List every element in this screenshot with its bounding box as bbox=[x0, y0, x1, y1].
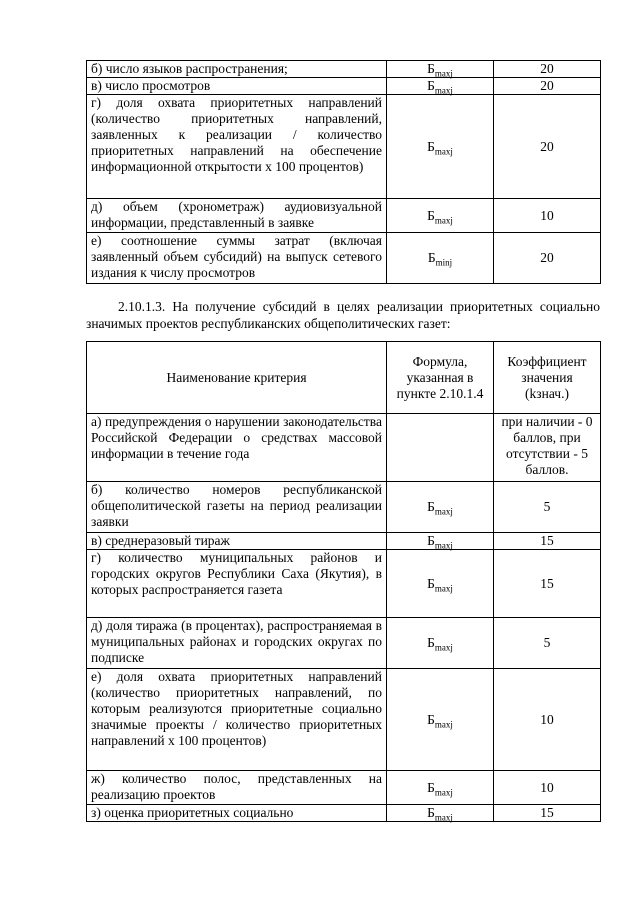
table-row bbox=[87, 233, 601, 284]
formula-cell: $Б_{maxj}$ bbox=[387, 771, 494, 805]
table-row bbox=[87, 669, 601, 771]
criteria-table-newspapers bbox=[86, 341, 601, 822]
value-cell: при наличии - 0 баллов, при отсутствии - 5 баллов. bbox=[494, 414, 601, 482]
table-header-row bbox=[87, 342, 601, 414]
value-cell: 20 bbox=[494, 95, 601, 199]
value-cell: 5 bbox=[494, 618, 601, 669]
formula-cell: $Б_{minj}$ bbox=[387, 233, 494, 284]
table-row bbox=[87, 482, 601, 533]
table-row bbox=[87, 414, 601, 482]
value-cell: 20 bbox=[494, 233, 601, 284]
value-cell: 20 bbox=[494, 78, 601, 95]
formula-cell: $Б_{maxj}$ bbox=[387, 482, 494, 533]
header-formula: Формула, указанная в пункте 2.10.1.4 bbox=[387, 342, 494, 414]
formula-cell: $Б_{maxj}$ bbox=[387, 550, 494, 618]
table-row bbox=[87, 533, 601, 550]
formula-cell bbox=[387, 414, 494, 482]
criterion-cell: д) доля тиража (в процентах), распространяемая в муниципальных районах и городских округах по подписке bbox=[87, 618, 387, 669]
criterion-cell: д) объем (хронометраж) аудиовизуальной информации, представленный в заявке bbox=[87, 199, 387, 233]
criterion-cell: в) число просмотров bbox=[87, 78, 387, 95]
value-cell: 5 bbox=[494, 482, 601, 533]
value-cell: 15 bbox=[494, 550, 601, 618]
table-row bbox=[87, 61, 601, 78]
table-row bbox=[87, 199, 601, 233]
criterion-cell: в) среднеразовый тираж bbox=[87, 533, 387, 550]
section-paragraph: 2.10.1.3. На получение субсидий в целях реализации приоритетных социально значимых проектов республиканских общеполитических газет: bbox=[86, 299, 600, 331]
value-cell: 20 bbox=[494, 61, 601, 78]
criterion-cell: г) количество муниципальных районов и городских округов Республики Саха (Якутия), в которых распространяется газета bbox=[87, 550, 387, 618]
header-coefficient: Коэффициент значения (kзнач.) bbox=[494, 342, 601, 414]
value-cell: 15 bbox=[494, 533, 601, 550]
criteria-table-online bbox=[86, 60, 601, 284]
formula-cell: $Б_{maxj}$ bbox=[387, 199, 494, 233]
table-row bbox=[87, 805, 601, 822]
header-criterion: Наименование критерия bbox=[87, 342, 387, 414]
formula-cell: $Б_{maxj}$ bbox=[387, 95, 494, 199]
criterion-cell: б) число языков распространения; bbox=[87, 61, 387, 78]
criterion-cell: ж) количество полос, представленных на реализацию проектов bbox=[87, 771, 387, 805]
formula-cell: $Б_{maxj}$ bbox=[387, 805, 494, 822]
criterion-cell: а) предупреждения о нарушении законодательства Российской Федерации о средствах массовой информации в течение года bbox=[87, 414, 387, 482]
table-row bbox=[87, 550, 601, 618]
table-row bbox=[87, 618, 601, 669]
criterion-cell: з) оценка приоритетных социально bbox=[87, 805, 387, 822]
value-cell: 10 bbox=[494, 199, 601, 233]
formula-cell: $Б_{maxj}$ bbox=[387, 618, 494, 669]
criterion-cell: г) доля охвата приоритетных направлений (количество приоритетных направлений, заявленных к реализации / количество приоритетных направлений на обеспечение информационной открытости х 100 процентов) bbox=[87, 95, 387, 199]
value-cell: 10 bbox=[494, 669, 601, 771]
table-row bbox=[87, 78, 601, 95]
formula-cell: $Б_{maxj}$ bbox=[387, 533, 494, 550]
formula-cell: $Б_{maxj}$ bbox=[387, 61, 494, 78]
criterion-cell: б) количество номеров республиканской общеполитической газеты на период реализации заявки bbox=[87, 482, 387, 533]
formula-cell: $Б_{maxj}$ bbox=[387, 78, 494, 95]
formula-cell: $Б_{maxj}$ bbox=[387, 669, 494, 771]
criterion-cell: е) доля охвата приоритетных направлений (количество приоритетных направлений, по которым реализуются приоритетные социально значимые проекты / количество приоритетных направлений х 100 процентов) bbox=[87, 669, 387, 771]
value-cell: 15 bbox=[494, 805, 601, 822]
criterion-cell: е) соотношение суммы затрат (включая заявленный объем субсидий) на выпуск сетевого издания к числу просмотров bbox=[87, 233, 387, 284]
table-row bbox=[87, 95, 601, 199]
table-row bbox=[87, 771, 601, 805]
value-cell: 10 bbox=[494, 771, 601, 805]
